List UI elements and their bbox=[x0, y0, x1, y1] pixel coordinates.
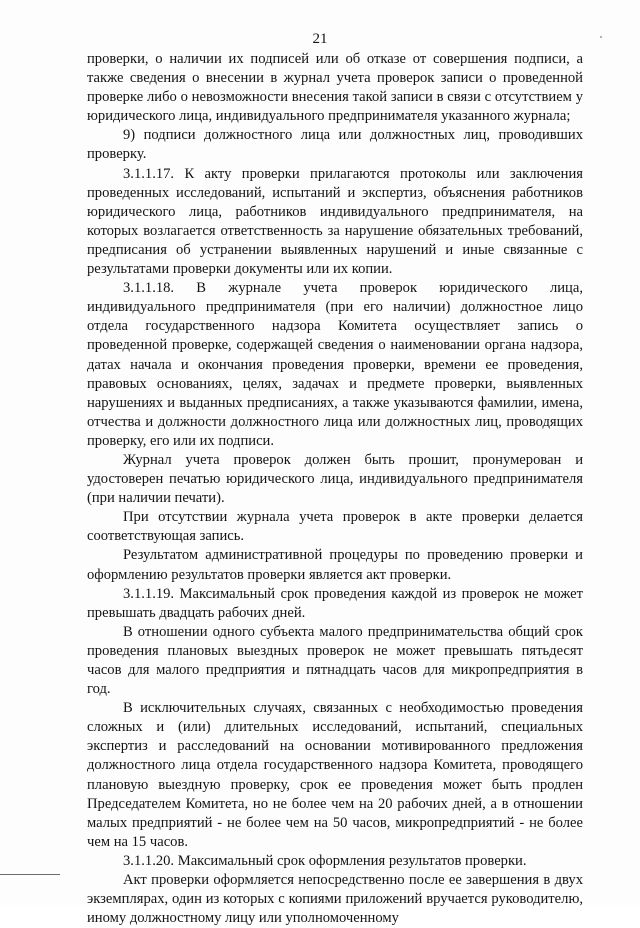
page-number: 21 bbox=[312, 31, 328, 47]
scan-artifact bbox=[600, 36, 602, 38]
paragraph: Акт проверки оформляется непосредственно после ее завершения в двух экземплярах, один из которых с копиями приложений вручается руководителю, иному должностному лицу или уполномоченному bbox=[87, 872, 583, 927]
paragraph: При отсутствии журнала учета проверок в акте проверки делается соответствующая запись. bbox=[87, 509, 583, 545]
paragraph: 3.1.1.19. Максимальный срок проведения каждой из проверок не может превышать двадцать рабочих дней. bbox=[87, 585, 583, 621]
paragraph: В исключительных случаях, связанных с необходимостью проведения сложных и (или) длительных исследований, испытаний, специальных экспертиз и расследований на основании мотивированного предложения должностного лица отдела государственного надзора Комитета, проводящего плановую выездную проверку, срок ее проведения может быть продлен Председателем Комитета, но не более чем на 20 рабочих дней, а в отношении малых предприятий - не более чем на 50 часов, микропредприятий - не более чем на 15 часов. bbox=[87, 700, 583, 850]
paragraph: 9) подписи должностного лица или должностных лиц, проводивших проверку. bbox=[87, 127, 583, 163]
paragraph: Результатом административной процедуры по проведению проверки и оформлению результатов проверки является акт проверки. bbox=[87, 547, 583, 583]
paragraph: 3.1.1.20. Максимальный срок оформления результатов проверки. bbox=[123, 852, 527, 869]
paragraph: 3.1.1.18. В журнале учета проверок юридического лица, индивидуального предпринимателя (при его наличии) должностное лицо отдела государственного надзора Комитета осуществляет запись о проведенной проверке, содержащей сведения о наименовании органа надзора, датах начала и окончания проведения проверки, времени ее проведения, правовых основаниях, целях, задачах и предмете проверки, выявленных нарушениях и выданных предписаниях, а также указываются фамилии, имена, отчества и должности должностного лица или должностных лиц, проводящих проверку, его или их подписи. bbox=[87, 280, 583, 449]
document-body bbox=[87, 50, 583, 928]
scan-edge-line bbox=[0, 874, 60, 875]
paragraph: Журнал учета проверок должен быть прошит, пронумерован и удостоверен печатью юридического лица, индивидуального предпринимателя (при наличии печати). bbox=[87, 451, 583, 507]
paragraph: проверки, о наличии их подписей или об отказе от совершения подписи, а также сведения о внесении в журнал учета проверок записи о проведенной проверке либо о невозможности внесения такой записи в связи с отсутствием у юридического лица, индивидуального предпринимателя указанного журнала; bbox=[87, 51, 583, 125]
paragraph: 3.1.1.17. К акту проверки прилагаются протоколы или заключения проведенных исследований, испытаний и экспертиз, объяснения работников юридического лица, работников индивидуального предпринимателя, на которых возлагается ответственность за нарушение обязательных требований, предписания об устранении выявленных нарушений и иные связанные с результатами проверки документы или их копии. bbox=[87, 165, 583, 278]
paragraph: В отношении одного субъекта малого предпринимательства общий срок проведения плановых выездных проверок не может превышать пятьдесят часов для малого предприятия и пятнадцать часов для микропредприятия в год. bbox=[87, 623, 583, 698]
